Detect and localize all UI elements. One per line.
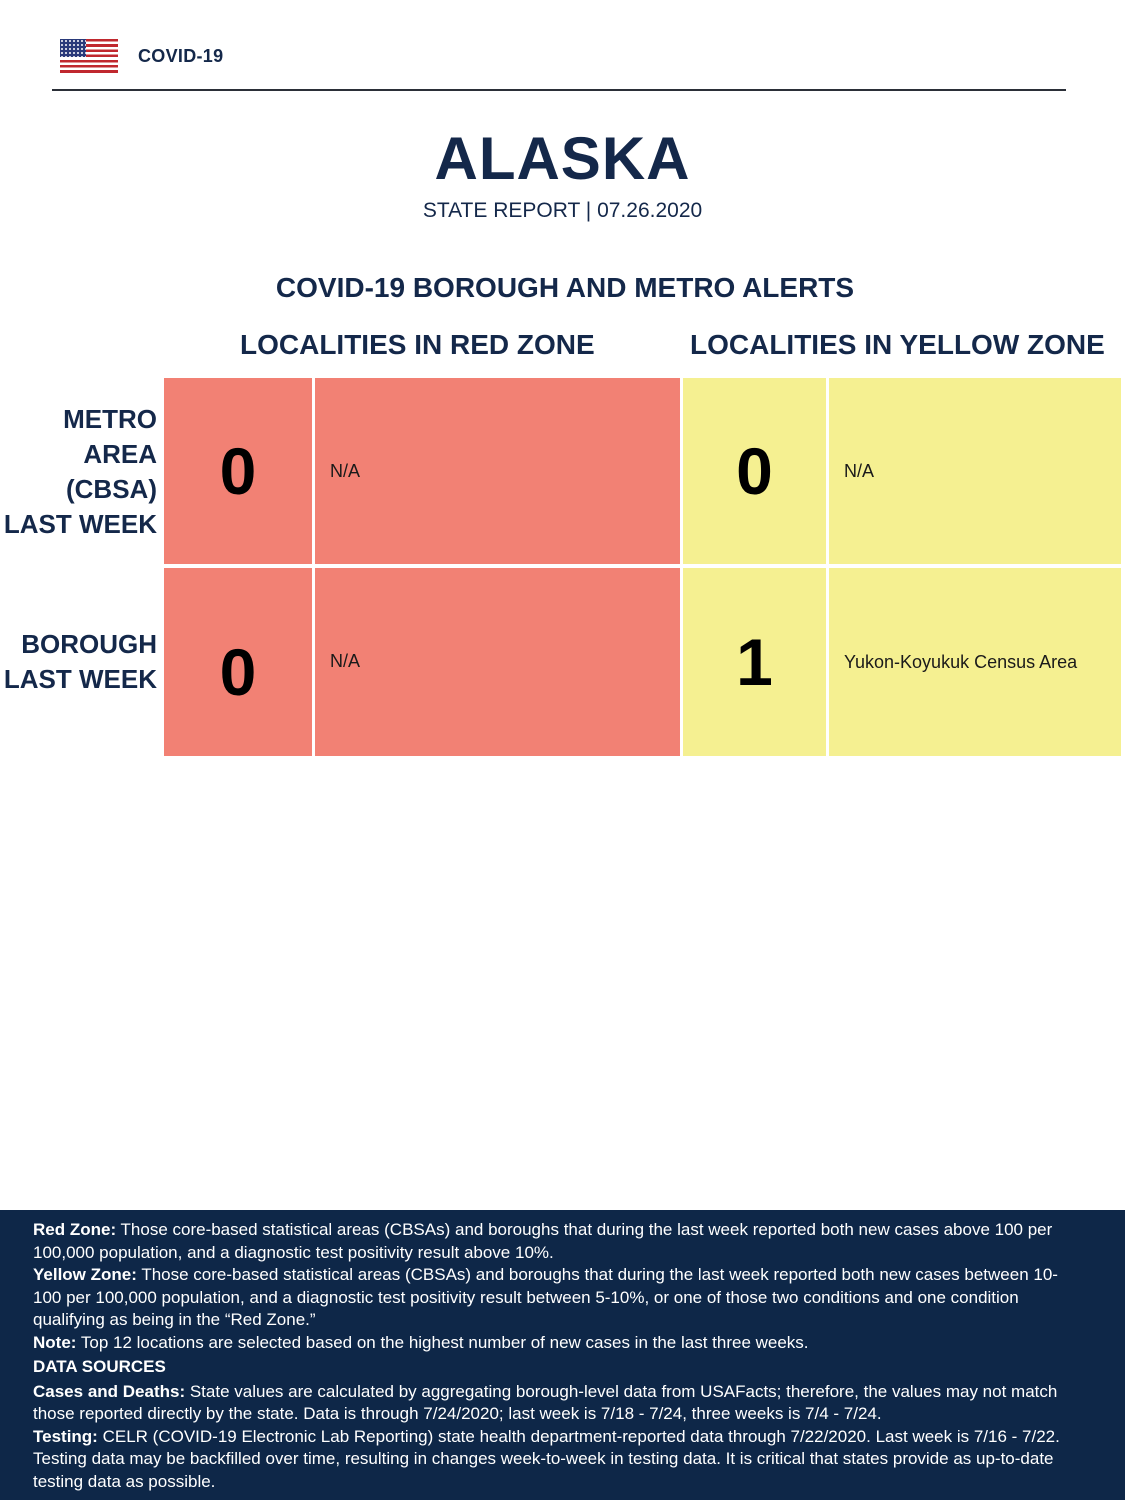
yellow-zone-text: Those core-based statistical areas (CBSAs) and boroughs that during the last week reported both new cases between 10-100 per 100,000 population, and a diagnostic test positivity result between 5-10%, or one of those two conditions and one condition qualifying as being in the “Red Zone.” (33, 1265, 1058, 1329)
borough-red-list: N/A (315, 568, 680, 756)
note-text: Top 12 locations are selected based on the highest number of new cases in the last three weeks. (76, 1332, 809, 1352)
borough-red-count: 0 (164, 568, 312, 756)
footer-definitions (0, 1210, 1125, 1500)
row-label-line: LAST WEEK (3, 664, 157, 694)
metro-red-count: 0 (164, 378, 312, 564)
red-zone-definition (33, 1219, 1085, 1264)
row-label-metro (0, 402, 157, 542)
header-divider (52, 89, 1066, 91)
metro-red-list: N/A (315, 378, 680, 564)
testing-label: Testing: (33, 1426, 98, 1446)
testing-source (33, 1426, 1085, 1494)
yellow-zone-definition (33, 1264, 1085, 1332)
yellow-zone-label: Yellow Zone: (33, 1265, 137, 1284)
row-label-line: BOROUGH (21, 629, 157, 659)
red-zone-label: Red Zone: (33, 1220, 117, 1239)
red-zone-text: Those core-based statistical areas (CBSAs) and boroughs that during the last week reported both new cases above 100 per 100,000 population, and a diagnostic test positivity result above 10%. (33, 1220, 1053, 1262)
row-label-line: METRO (63, 404, 157, 434)
row-label-line: AREA (83, 439, 157, 469)
row-label-line: (CBSA) (66, 474, 157, 504)
metro-yellow-count: 0 (683, 378, 826, 564)
note (33, 1332, 1085, 1355)
testing-text: CELR (COVID-19 Electronic Lab Reporting) state health department-reported data through 7/22/2020. Last week is 7/16 - 7/22. Testing data may be backfilled over time, resulting in changes week-to-week in testing data. It is critical that states provide as up-to-date testing data as possible. (33, 1426, 1060, 1491)
row-label-borough (0, 627, 157, 697)
cases-source (33, 1381, 1085, 1426)
data-sources-heading: DATA SOURCES (33, 1357, 166, 1376)
page-header (60, 36, 223, 76)
report-subtitle: STATE REPORT | 07.26.2020 (422, 199, 703, 222)
borough-yellow-list: Yukon-Koyukuk Census Area (829, 568, 1121, 756)
note-label: Note: (33, 1332, 77, 1352)
state-name: ALASKA (434, 125, 691, 192)
red-zone-heading: LOCALITIES IN RED ZONE (240, 329, 595, 360)
metro-yellow-list: N/A (829, 378, 1121, 564)
yellow-zone-heading: LOCALITIES IN YELLOW ZONE (690, 329, 1105, 360)
header-title: COVID-19 (138, 45, 224, 66)
us-flag-icon (60, 39, 118, 73)
alerts-title: COVID-19 BOROUGH AND METRO ALERTS (275, 272, 855, 303)
row-label-line: LAST WEEK (3, 509, 157, 539)
borough-yellow-count: 1 (683, 568, 826, 756)
cases-text: State values are calculated by aggregating borough-level data from USAFacts; therefore, the values may not match those reported directly by the state. Data is through 7/24/2020; last week is 7/18 - 7/24, three weeks is 7/4 - 7/24. (33, 1381, 1058, 1423)
cases-label: Cases and Deaths: (33, 1381, 186, 1401)
